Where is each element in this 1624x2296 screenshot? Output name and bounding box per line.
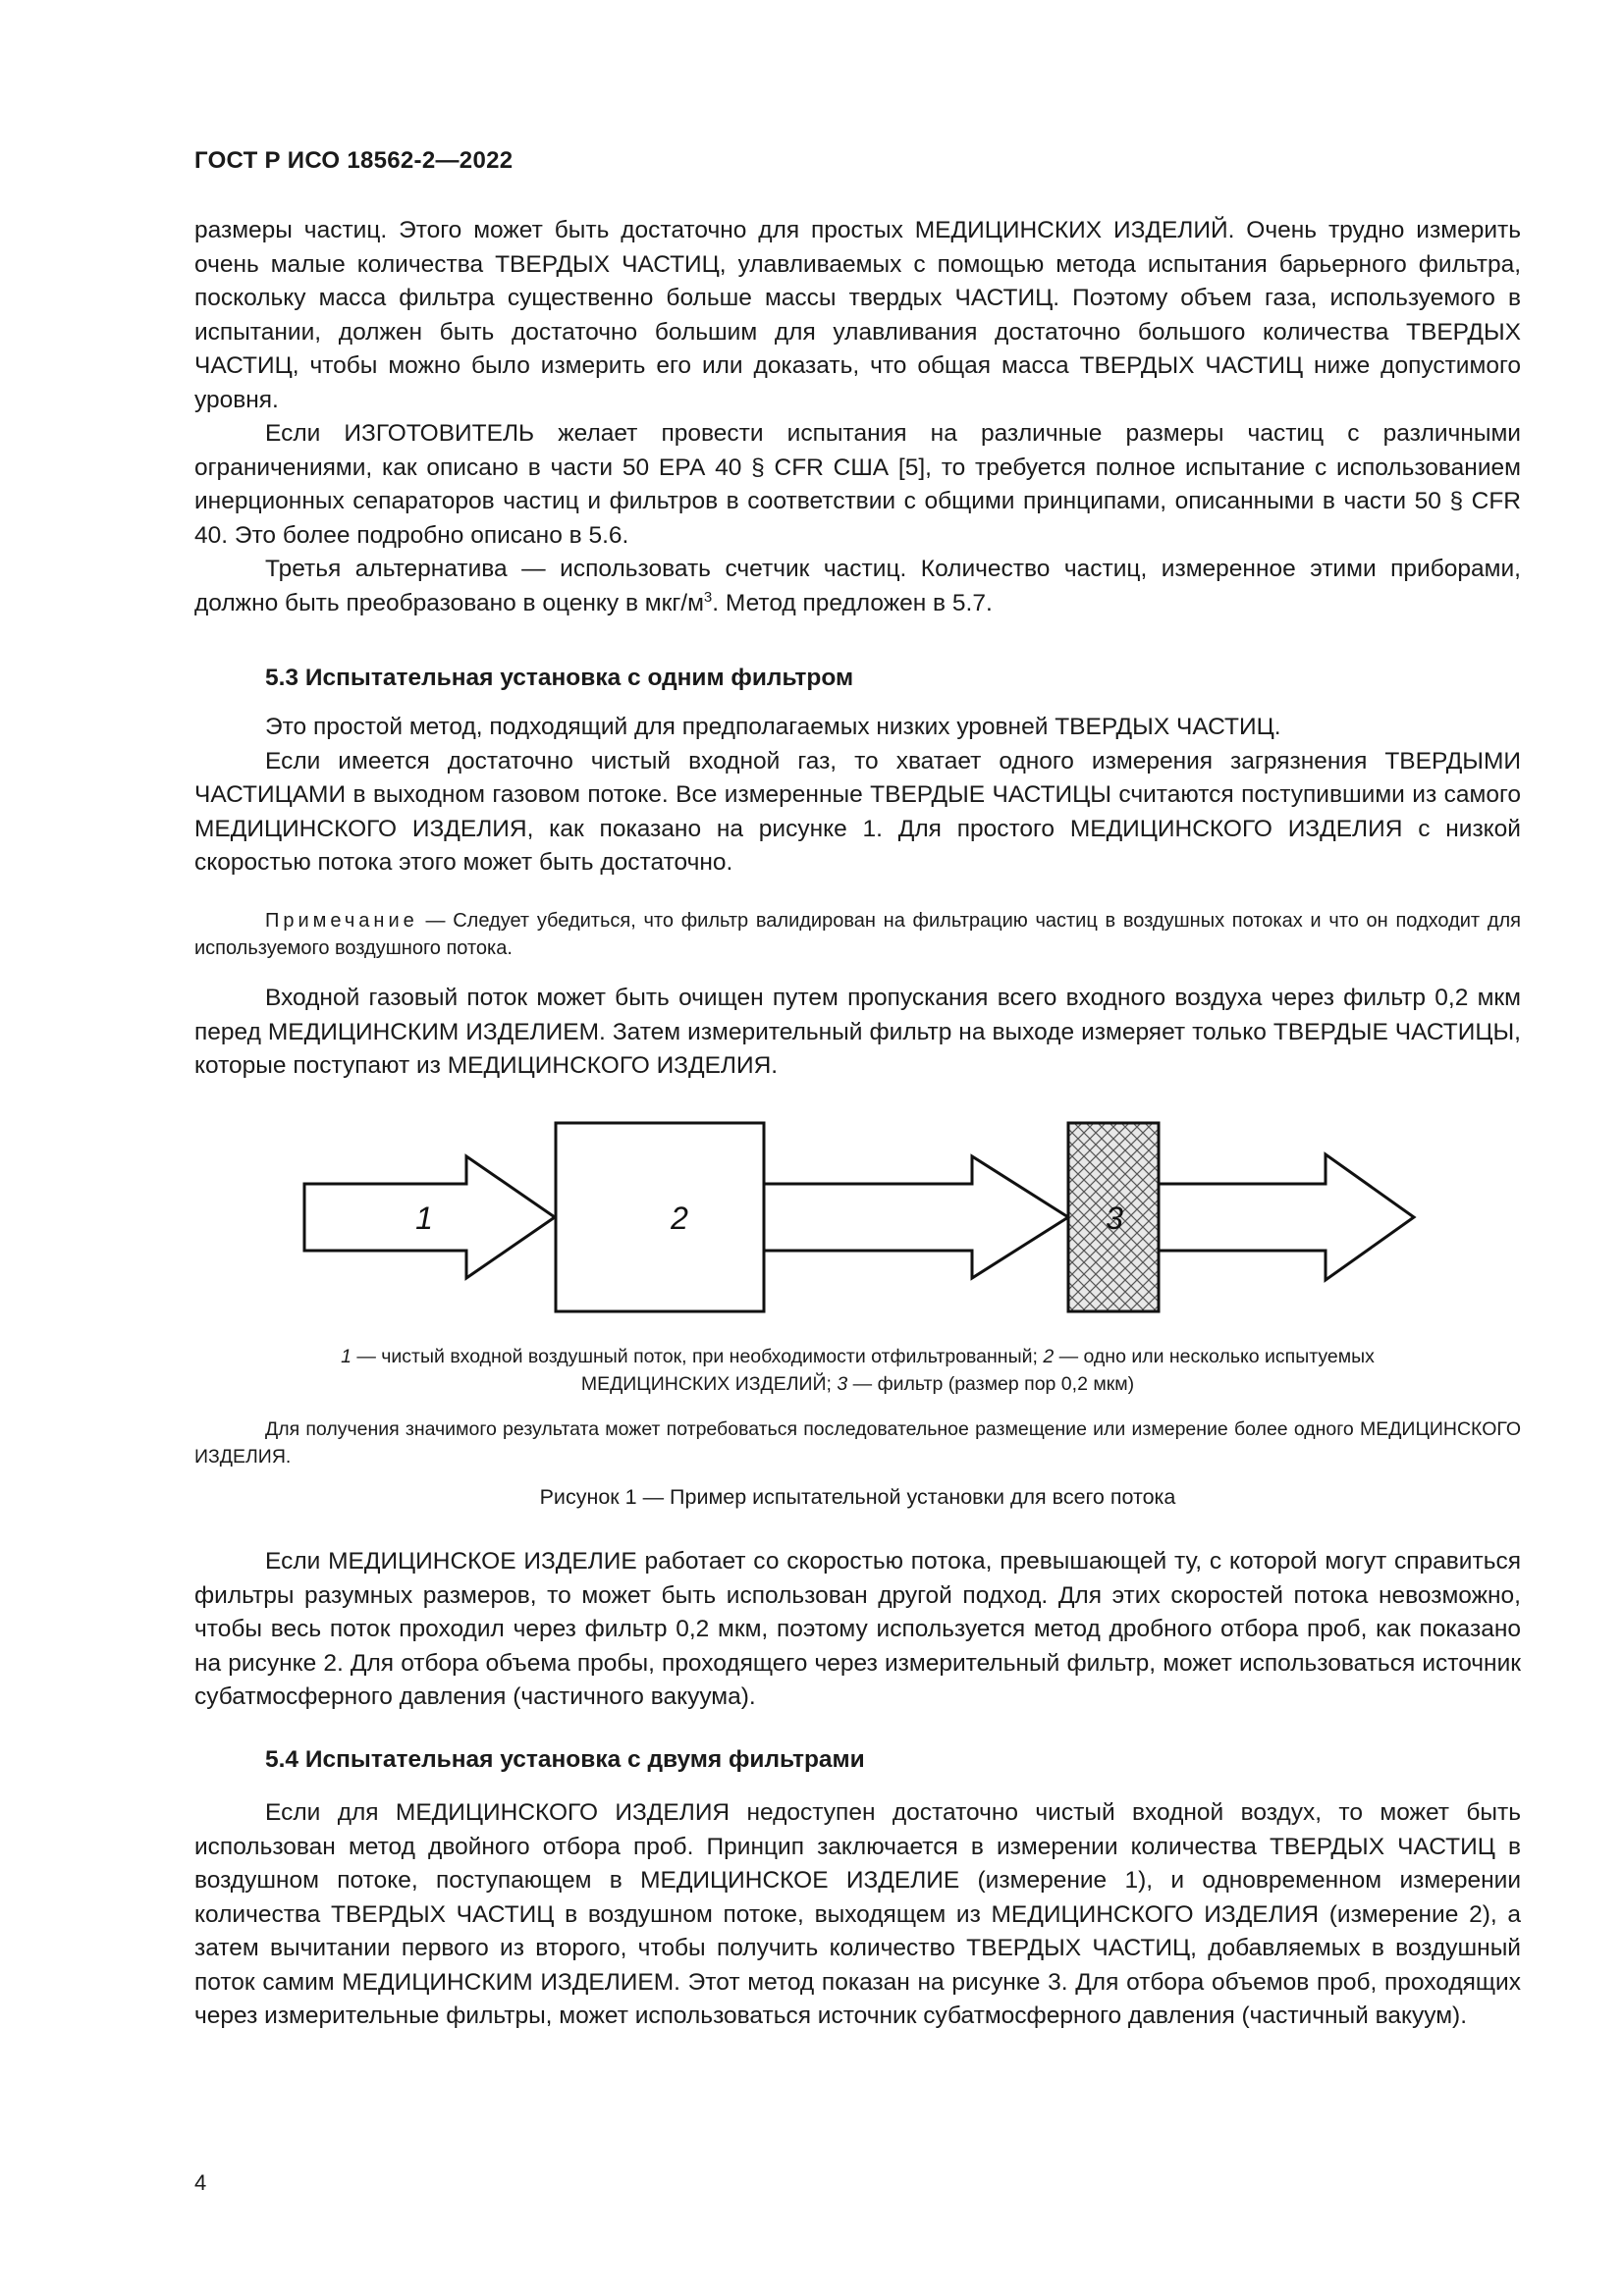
section-5-3-body-3 bbox=[194, 1545, 1521, 1715]
note-block bbox=[194, 907, 1521, 962]
section-5-3-body-2 bbox=[194, 982, 1521, 1084]
legend-line-2: МЕДИЦИНСКИХ ИЗДЕЛИЙ; 3 — фильтр (размер пор 0,2 мкм) bbox=[580, 1373, 1135, 1395]
figure-label-2: 2 bbox=[671, 1201, 688, 1236]
figure-1-caption bbox=[194, 1482, 1521, 1512]
intro-section bbox=[194, 214, 1521, 620]
figure-remark-text: Для получения значимого результата может потребоваться последовательное размещение или измерение более одного МЕДИЦИНСКОГО ИЗДЕЛИЯ. bbox=[194, 1418, 1521, 1468]
paragraph-manufacturer-tests: Если ИЗГОТОВИТЕЛЬ желает провести испытания на различные размеры частиц с различными ограничениями, как описано в части 50 ЕРА 40 § CFR США [5], то требуется полное испытание с использованием инерционных сепараторов частиц и фильтров в соответствии с общими принципами, описанными в части 50 § CFR 40. Это более подробно описано в 5.6. bbox=[194, 420, 1521, 549]
output-flow-arrow bbox=[764, 1156, 1068, 1278]
paragraph-double-sampling: Если для МЕДИЦИНСКОГО ИЗДЕЛИЯ недоступен достаточно чистый входной воздух, то может быть использован метод двойного отбора проб. Принцип заключается в измерении количества ТВЕРДЫХ ЧАСТИЦ в воздушном потоке, поступающем в МЕДИЦИНСКОЕ ИЗДЕЛИЕ (измерение 1), и одновременном измерении количества ТВЕРДЫХ ЧАСТИЦ в воздушном потоке, выходящем из МЕДИЦИНСКОГО ИЗДЕЛИЯ (измерение 2), а затем вычитании первого из второго, чтобы получить количество ТВЕРДЫХ ЧАСТИЦ, добавляемых в воздушный поток самим МЕДИЦИНСКИМ ИЗДЕЛИЕМ. Этот метод показан на рисунке 3. Для отбора объемов проб, проходящих через измерительные фильтры, может использоваться источник субатмосферного давления (частичный вакуум). bbox=[194, 1799, 1521, 2029]
section-5-4-body bbox=[194, 1796, 1521, 2034]
paragraph-input-filter: Входной газовый поток может быть очищен путем пропускания всего входного воздуха через фильтр 0,2 мкм перед МЕДИЦИНСКИМ ИЗДЕЛИЕМ. Затем измерительный фильтр на выходе измеряет только ТВЕРДЫЕ ЧАСТИЦЫ, которые поступают из МЕДИЦИНСКОГО ИЗДЕЛИЯ. bbox=[194, 985, 1521, 1079]
device-box bbox=[556, 1123, 764, 1311]
document-header: ГОСТ Р ИСО 18562-2—2022 bbox=[194, 147, 514, 174]
page-number: 4 bbox=[194, 2170, 207, 2195]
section-heading-5-3: 5.3 Испытательная установка с одним фильтром bbox=[265, 665, 854, 691]
section-5-3-body bbox=[194, 711, 1521, 881]
paragraph-clean-input-gas: Если имеется достаточно чистый входной газ, то хватает одного измерения загрязнения ТВЕРДЫМИ ЧАСТИЦАМИ в выходном газовом потоке. Все измеренные ТВЕРДЫЕ ЧАСТИЦЫ считаются поступившими из самого МЕДИЦИНСКОГО ИЗДЕЛИЯ, как показано на рисунке 1. Для простого МЕДИЦИНСКОГО ИЗДЕЛИЯ с низкой скоростью потока этого может быть достаточно. bbox=[194, 747, 1521, 876]
figure-caption: Рисунок 1 — Пример испытательной установки для всего потока bbox=[539, 1485, 1176, 1509]
paragraph-particle-counter: Третья альтернатива — использовать счетчик частиц. Количество частиц, измеренное этими приборами, должно быть преобразовано в оценку в мкг/$м^3$. Метод предложен в 5.7. bbox=[194, 556, 1521, 616]
figure-1-diagram bbox=[295, 1109, 1424, 1325]
note-text: Примечание — Следует убедиться, что фильтр валидирован на фильтрацию частиц в воздушных потоках и что он подходит для используемого воздушного потока. bbox=[194, 910, 1521, 959]
legend-line-1: 1 — чистый входной воздушный поток, при необходимости отфильтрованный; 2 — одно или несколько испытуемых bbox=[341, 1346, 1375, 1367]
section-5-4 bbox=[194, 1743, 1521, 1777]
figure-label-1: 1 bbox=[415, 1201, 433, 1236]
figure-1-legend bbox=[194, 1343, 1521, 1398]
exhaust-flow-arrow bbox=[1159, 1154, 1414, 1280]
paragraph-high-flow: Если МЕДИЦИНСКОЕ ИЗДЕЛИЕ работает со скоростью потока, превышающей ту, с которой могут справиться фильтры разумных размеров, то может быть использован другой подход. Для этих скоростей потока невозможно, чтобы весь поток проходил через фильтр 0,2 мкм, поэтому используется метод дробного отбора проб, как показано на рисунке 2. Для отбора объема пробы, проходящего через измерительный фильтр, может использоваться источник субатмосферного давления (частичного вакуума). bbox=[194, 1548, 1521, 1710]
note-label: Примечание bbox=[265, 910, 418, 932]
figure-1-remark bbox=[194, 1415, 1521, 1470]
section-heading-5-4: 5.4 Испытательная установка с двумя фильтрами bbox=[265, 1746, 865, 1773]
paragraph-simple-method: Это простой метод, подходящий для предполагаемых низких уровней ТВЕРДЫХ ЧАСТИЦ. bbox=[265, 714, 1281, 740]
section-5-3 bbox=[194, 662, 1521, 695]
figure-label-3: 3 bbox=[1106, 1201, 1123, 1236]
paragraph-particle-sizes: размеры частиц. Этого может быть достаточно для простых МЕДИЦИНСКИХ ИЗДЕЛИЙ. Очень трудно измерить очень малые количества ТВЕРДЫХ ЧАСТИЦ, улавливаемых с помощью метода испытания барьерного фильтра, поскольку масса фильтра существенно больше массы твердых ЧАСТИЦ. Поэтому объем газа, используемого в испытании, должен быть достаточно большим для улавливания достаточно большого количества ТВЕРДЫХ ЧАСТИЦ, чтобы можно было измерить его или доказать, что общая масса ТВЕРДЫХ ЧАСТИЦ ниже допустимого уровня. bbox=[194, 217, 1521, 413]
